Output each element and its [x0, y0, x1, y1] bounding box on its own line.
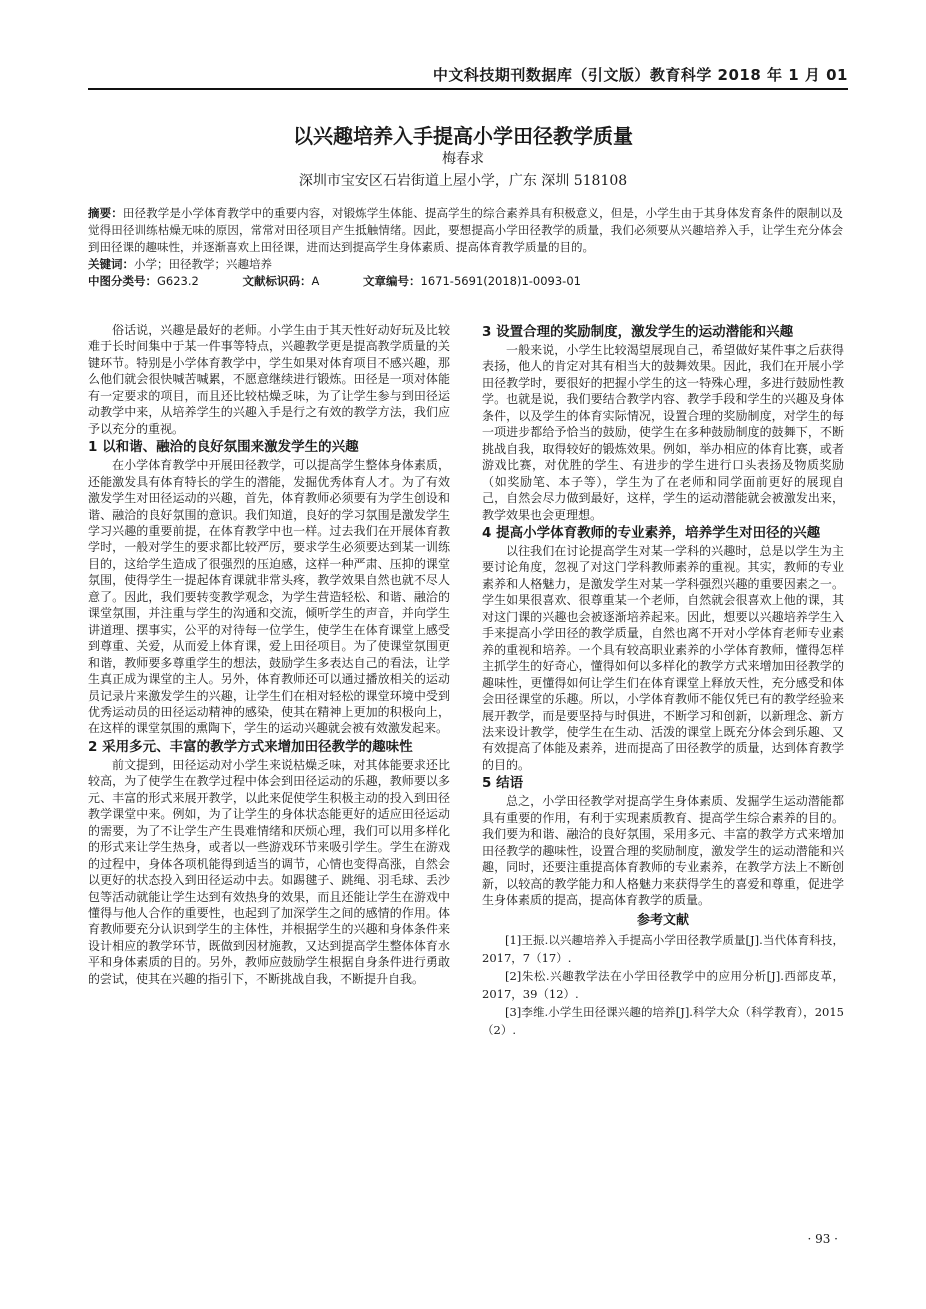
- article-number: [363, 274, 581, 288]
- section-1-text: 在小学体育教学中开展田径教学，可以提高学生整体身体素质，还能激发具有体育特长的学生的潜能，发掘优秀体育人才。为了有效激发学生对田径运动的兴趣，首先，体育教师必须要有为学生创设和谐、融洽的良好氛围的意识。我们知道，良好的学习氛围是激发学生学习兴趣的重要前提，在体育教学中也一样。过去我们在开展体育教学时，一般对学生的要求都比较严厉，要求学生必须要达到某一训练目的，这给学生造成了很强烈的压迫感，这样一种严肃、压抑的课堂氛围，使得学生一提起体育课就非常头疼，教学效果自然也就不尽人意了。因此，我们要转变教学观念，为学生营造轻松、和谐、融洽的课堂氛围，并注重与学生的沟通和交流，倾听学生的声音，并向学生讲道理、摆事实，公平的对待每一位学生，使学生在体育课堂上感受到尊重、关爱，从而爱上体育课，爱上田径项目。为了使课堂氛围更和谐，教师要多尊重学生的想法，鼓励学生多表达自己的看法，让学生真正成为课堂的主人。另外，体育教师还可以通过播放相关的运动员记录片来激发学生的兴趣，让学生们在相对轻松的课堂环境中受到优秀运动员的田径运动精神的感染，使其在精神上更加的积极向上，在这样的课堂氛围的熏陶下，学生的运动兴趣就会被有效激发起来。: [88, 458, 450, 736]
- page-number: · 93 ·: [807, 1232, 838, 1246]
- clc-number: [88, 274, 199, 288]
- section-1-heading: 1 以和谐、融洽的良好氛围来激发学生的兴趣: [88, 439, 359, 456]
- journal-header: [88, 54, 848, 90]
- left-column: [88, 322, 450, 987]
- reference-item: [3]李维.小学生田径课兴趣的培养[J].科学大众（科学教育），2015（2）.: [482, 1004, 844, 1037]
- classification-line: [88, 273, 843, 290]
- art-value: 1671-5691(2018)1-0093-01: [420, 274, 581, 288]
- section-5-text: 总之，小学田径教学对提高学生身体素质、发掘学生运动潜能都具有重要的作用，有利于实现素质教育、提高学生综合素养的目的。我们要为和谐、融洽的良好氛围，采用多元、丰富的教学方式来增加田径教学的趣味性，设置合理的奖励制度，激发学生的运动潜能和兴趣，同时，还要注重提高体育教师的专业素养，在教学方法上不断创新，以较高的教学能力和人格魅力来获得学生的喜爱和尊重，促进学生身体素质的提高，提高体育教学的质量。: [482, 794, 844, 908]
- article-affiliation: 深圳市宝安区石岩街道上屋小学，广东 深圳 518108: [298, 173, 628, 189]
- keywords-label: 关键词：: [88, 257, 134, 271]
- article-title: 以兴趣培养入手提高小学田径教学质量: [293, 124, 633, 148]
- clc-value: G623.2: [157, 274, 199, 288]
- right-column: [482, 322, 844, 1039]
- section-4-text: 以往我们在讨论提高学生对某一学科的兴趣时，总是以学生为主要讨论角度，忽视了对这门学科教师素养的重视。其实，教师的专业素养和人格魅力，是激发学生对某一学科强烈兴趣的重要因素之一。学生如果很喜欢、很尊重某一个老师，自然就会很喜欢上他的课，其对这门课的兴趣也会被逐渐培养起来。因此，想要以兴趣培养学生入手来提高小学田径的教学质量，自然也离不开对小学体育老师专业素养的重视和培养。一个具有较高职业素养的小学体育教师，懂得怎样主抓学生的好奇心，懂得如何以多样化的教学方式来增加田径教学的趣味性，更懂得如何让学生们在体育课堂上释放天性，充分感受和体会田径课堂的乐趣。所以，小学体育教师不能仅凭已有的教学经验来展开教学，而是要坚持与时俱进，不断学习和创新，以新理念、新方法来设计教学，使学生在生动、活泼的课堂上既充分体会到乐趣、又有效提高了体能及素养，进而提高了田径教学的质量，达到体育教学的目的。: [482, 543, 844, 772]
- art-label: 文章编号：: [363, 274, 421, 288]
- doc-code: [243, 274, 320, 288]
- section-5-heading: 5 结语: [482, 775, 524, 792]
- journal-header-text: 中文科技期刊数据库（引文版）教育科学 2018 年 1 月 01: [432, 66, 848, 84]
- abstract: [88, 205, 843, 256]
- reference-item: [1]王振.以兴趣培养入手提高小学田径教学质量[J].当代体育科技，2017，7（17）.: [482, 932, 844, 965]
- doc-value: A: [311, 274, 320, 288]
- abstract-text: 田径教学是小学体育教学中的重要内容，对锻炼学生体能、提高学生的综合素养具有积极意义，但是，小学生由于其身体发育条件的限制以及觉得田径训练枯燥无味的原因，常常对田径项目产生抵触情绪。因此，要想提高小学田径教学的质量，我们必须要从兴趣培养入手，让学生充分体会到田径课的趣味性，并逐渐喜欢上田径课，进而达到提高学生身体素质、提高体育教学质量的目的。: [88, 206, 844, 254]
- section-2-text: 前文提到，田径运动对小学生来说枯燥乏味，对其体能要求还比较高，为了使学生在教学过程中体会到田径运动的乐趣，教师要以多元、丰富的形式来展开教学，以此来促使学生积极主动的投入到田径教学课堂中来。例如，为了让学生的身体状态能更好的适应田径运动的需要，为了不让学生产生畏难情绪和厌烦心理，我们可以用多样化的形式来让学生热身，或者以一些游戏环节来吸引学生。学生在游戏的过程中，身体各项机能得到适当的调节，心情也变得高涨，自然会以更好的状态投入到田径运动中去。如踢毽子、跳绳、羽毛球、丢沙包等活动就能让学生达到有效热身的效果，而且还能让学生在游戏中懂得与他人合作的重要性，也起到了加深学生之间的感情的作用。体育教师要充分认识到学生的主体性，并根据学生的兴趣和身体条件来设计相应的教学环节，既做到因材施教，又达到提高学生整体体育水平和身体素质的目的。另外，教师应鼓励学生根据自身条件进行勇敢的尝试，使其在兴趣的指引下，不断挑战自我，不断提升自我。: [88, 757, 450, 986]
- keywords: [88, 256, 843, 273]
- keywords-text: 小学；田径教学；兴趣培养: [134, 257, 272, 271]
- section-3-text: 一般来说，小学生比较渴望展现自己，希望做好某件事之后获得表扬，他人的肯定对其有相当大的鼓舞效果。因此，我们在开展小学田径教学时，要很好的把握小学生的这一特殊心理，多进行鼓励性教学。也就是说，我们要结合教学内容、教学手段和学生的兴趣及身体条件，以及学生的体育实际情况，设置合理的奖励制度，对学生的每一项进步都给予恰当的鼓励，使学生在多种鼓励制度的鼓舞下，不断挑战自我，取得较好的锻炼效果。例如，举办相应的体育比赛，或者游戏比赛，对优胜的学生、有进步的学生进行口头表扬及物质奖励（如奖励笔、本子等），学生为了在老师和同学面前更好的展现自己，自然会尽力做到最好，这样，学生的运动潜能就会被激发出来，教学效果也会更理想。: [482, 343, 844, 522]
- abstract-section: [88, 205, 843, 290]
- reference-item: [2]朱松.兴趣教学法在小学田径教学中的应用分析[J].西部皮革，2017，39（12）.: [482, 968, 844, 1001]
- intro-paragraph: 俗话说，兴趣是最好的老师。小学生由于其天性好动好玩及比较难于长时间集中于某一件事等特点，兴趣教学更是提高教学质量的关键环节。特别是小学体育教学中，学生如果对体育项目不感兴趣，那么他们就会很快喊苦喊累，不愿意继续进行锻炼。田径是一项对体能有一定要求的项目，而且还比较枯燥乏味，为了让学生参与到田径运动教学中来，从培养学生的兴趣入手是行之有效的教学方法，我们应予以充分的重视。: [88, 323, 450, 436]
- abstract-label: 摘要：: [88, 206, 123, 220]
- section-4-heading: 4 提高小学体育教师的专业素养，培养学生对田径的兴趣: [482, 524, 821, 541]
- references-heading: 参考文献: [636, 912, 689, 928]
- section-2-heading: 2 采用多元、丰富的教学方式来增加田径教学的趣味性: [88, 738, 413, 755]
- doc-label: 文献标识码：: [242, 274, 312, 288]
- section-3-heading: 3 设置合理的奖励制度，激发学生的运动潜能和兴趣: [482, 324, 794, 340]
- clc-label: 中图分类号：: [88, 274, 157, 288]
- article-author: 梅春求: [442, 151, 484, 167]
